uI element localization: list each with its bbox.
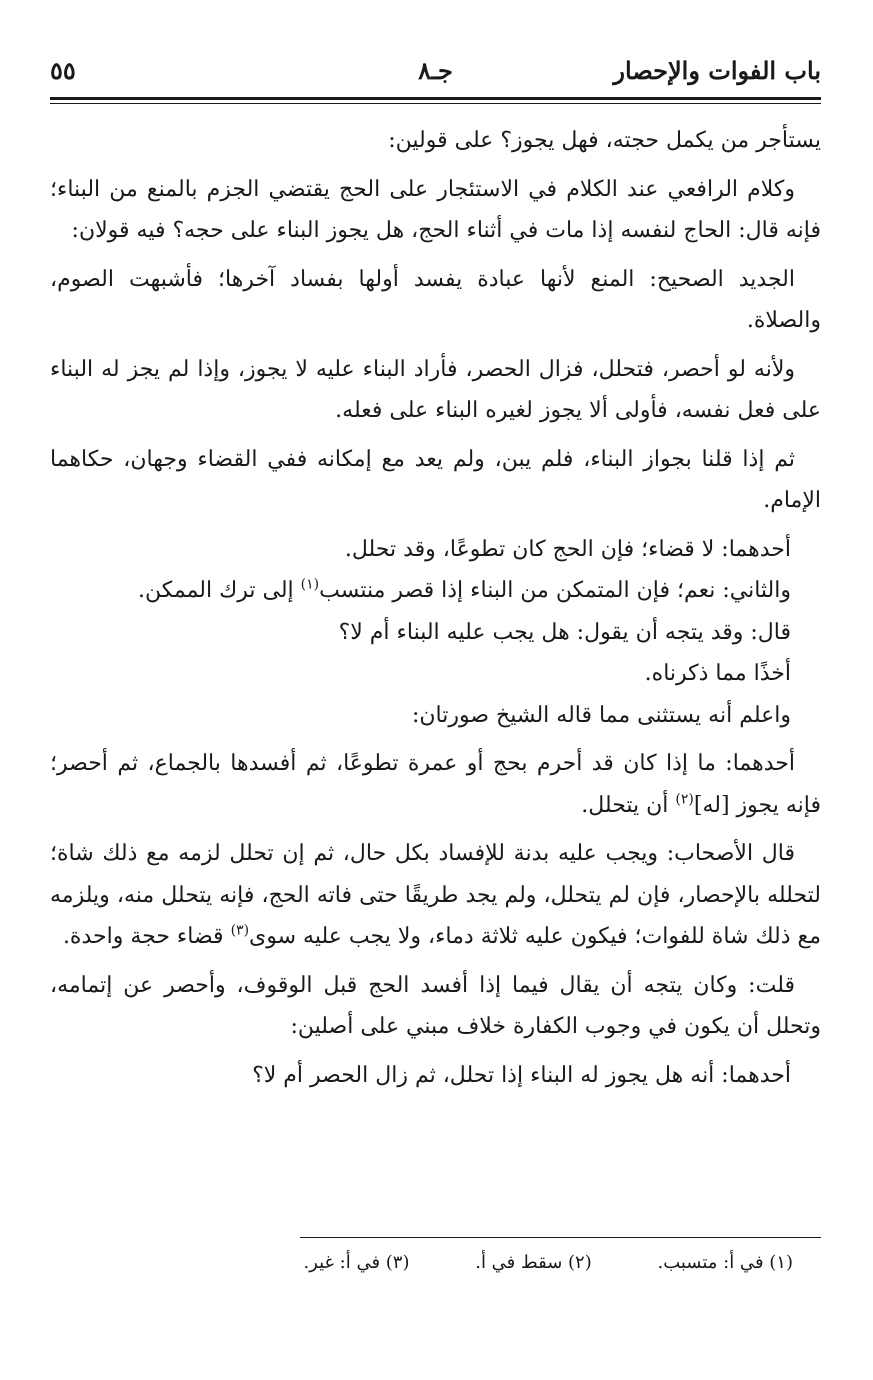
footnote: (٢) سقط في أ. <box>475 1252 592 1273</box>
header-rule-thin <box>50 103 821 104</box>
footnote-rule <box>300 1237 821 1238</box>
header-rule-thick <box>50 97 821 100</box>
footnote-mark: (٢) <box>675 791 694 808</box>
paragraph: واعلم أنه يستثنى مما قاله الشيخ صورتان: <box>411 702 791 728</box>
paragraph: أحدهما: لا قضاء؛ فإن الحج كان تطوعًا، وقد تحلل. <box>344 536 791 562</box>
paragraph: يستأجر من يكمل حجته، فهل يجوز؟ على قولين: <box>388 128 821 153</box>
paragraph: أخذًا مما ذكرناه. <box>644 661 791 686</box>
paragraph: قلت: وكان يتجه أن يقال فيما إذا أفسد الحج قبل الوقوف، وأحصر عن إتمامه، وتحلل أن يكون في وجوب الكفارة خلاف مبني على أصلين: <box>50 972 821 1039</box>
footnote-mark: (١) <box>300 576 320 593</box>
chapter-title: باب الفوات والإحصار <box>613 56 821 85</box>
paragraph: والثاني: نعم؛ فإن المتمكن من البناء إذا قصر منتسب$^{(١)}$ إلى ترك الممكن. <box>137 576 791 603</box>
page-header <box>50 52 821 96</box>
paragraph: الجديد الصحيح: المنع لأنها عبادة يفسد أولها بفساد آخرها؛ فأشبهت الصوم، والصلاة. <box>50 266 821 333</box>
footnote: (١) في أ: متسبب. <box>657 1252 793 1273</box>
footnote: (٣) في أ: غير. <box>303 1252 410 1273</box>
paragraph: وكلام الرافعي عند الكلام في الاستئجار على الحج يقتضي الجزم بالمنع من البناء؛ فإنه قال: الحاج لنفسه إذا مات في أثناء الحج، هل يجوز البناء على حجه؟ فيه قولان: <box>50 176 821 243</box>
paragraph: أحدهما: ما إذا كان قد أحرم بحج أو عمرة تطوعًا، ثم أفسدها بالجماع، ثم أحصر؛ فإنه يجوز [له]$^{(٢)}$ أن يتحلل. <box>50 751 821 818</box>
volume-label: جـ٨ <box>418 56 453 85</box>
paragraph: أحدهما: أنه هل يجوز له البناء إذا تحلل، ثم زال الحصر أم لا؟ <box>252 1062 791 1088</box>
paragraph: ولأنه لو أحصر، فتحلل، فزال الحصر، فأراد البناء عليه لا يجوز، وإذا لم يجز له البناء على فعل نفسه، فأولى ألا يجوز لغيره البناء على فعله. <box>50 356 821 423</box>
paragraph: ثم إذا قلنا بجواز البناء، فلم يبن، ولم يعد مع إمكانه ففي القضاء وجهان، حكاهما الإمام. <box>50 446 821 513</box>
paragraph: قال: وقد يتجه أن يقول: هل يجب عليه البناء أم لا؟ <box>338 619 791 645</box>
paragraph: قال الأصحاب: ويجب عليه بدنة للإفساد بكل حال، ثم إن تحلل لزمه مع ذلك شاة؛ لتحلله بالإحصار، فإن لم يتحلل، ولم يجد طريقًا حتى فاته الحج، فإنه يتحلل منه، ويلزمه مع ذلك شاة للفوات؛ فيكون عليه ثلاثة دماء، ولا يجب عليه سوى$^{(٣)}$ قضاء حجة واحدة. <box>50 841 821 949</box>
page-number: ٥٥ <box>50 56 76 85</box>
footnotes <box>50 1248 793 1278</box>
body-text <box>50 120 821 1096</box>
footnote-mark: (٣) <box>230 922 250 939</box>
